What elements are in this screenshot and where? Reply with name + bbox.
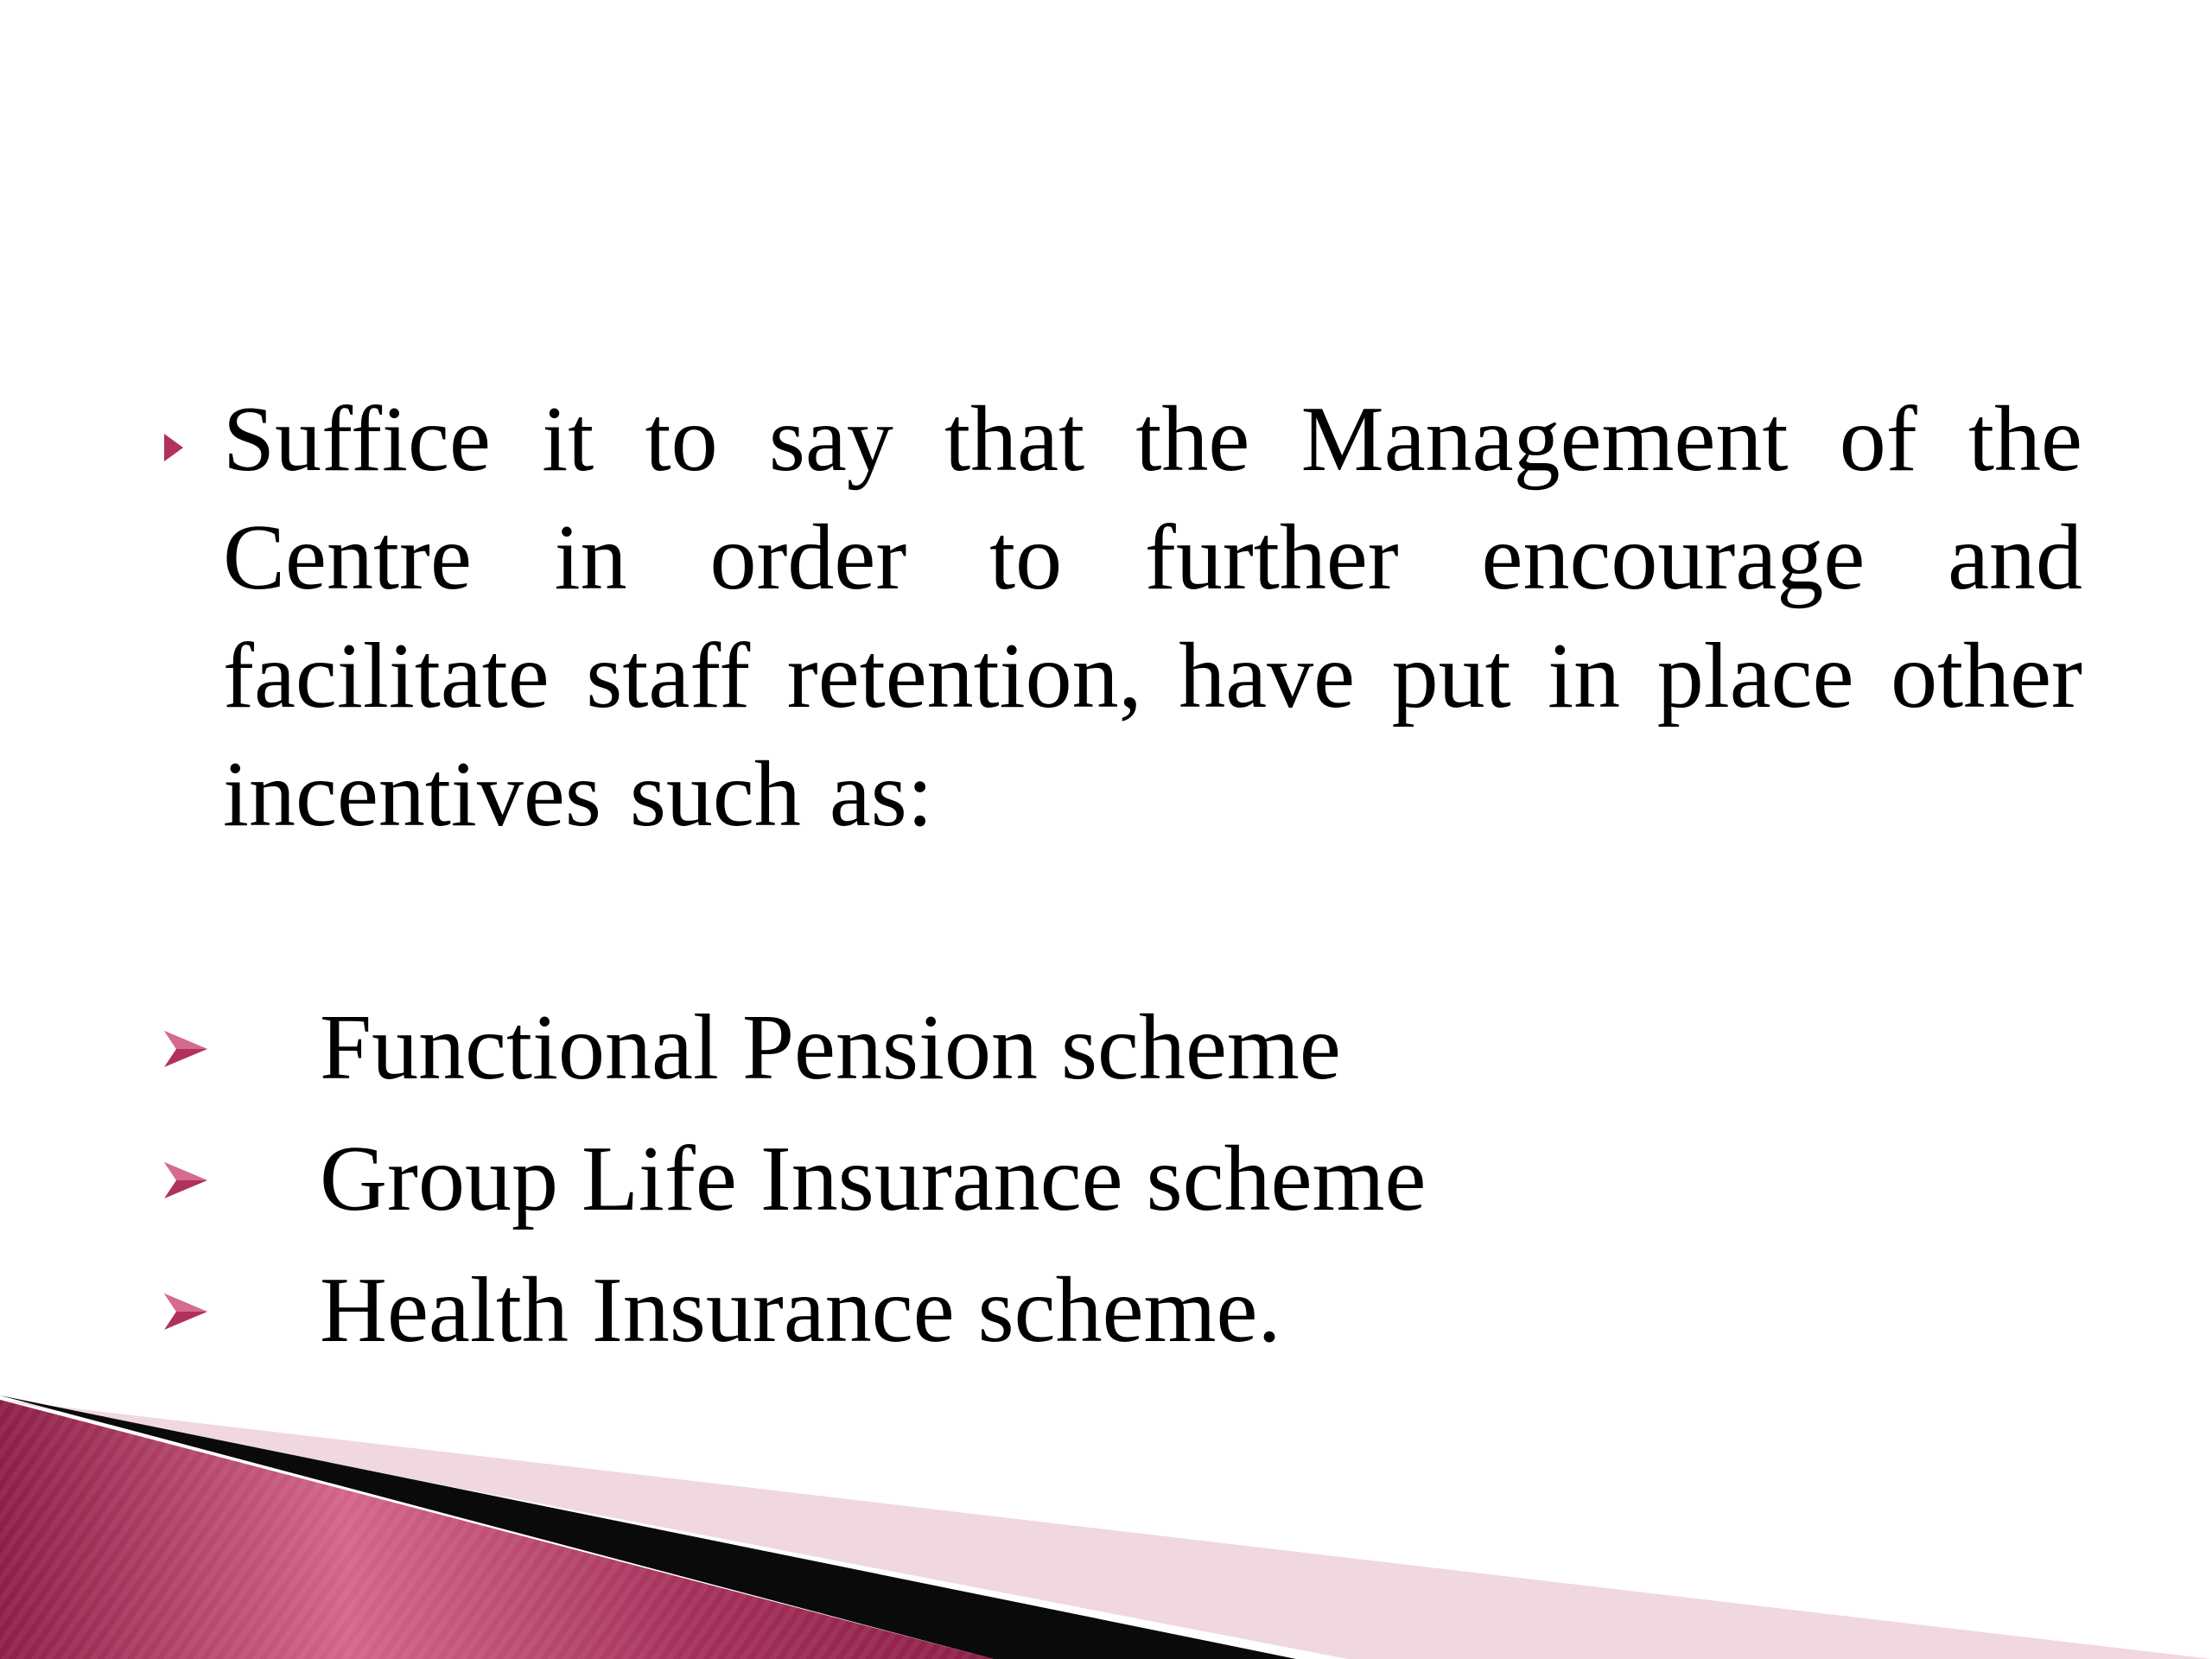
list-item-label: Group Life Insurance scheme <box>320 1128 1427 1230</box>
arrowhead-bullet-icon <box>164 1294 207 1330</box>
arrowhead-bullet-icon <box>164 1031 207 1067</box>
decorative-swoosh <box>0 1365 2212 1659</box>
list-item-label: Functional Pension scheme <box>320 996 1341 1099</box>
main-bullet-text: Suffice it to say that the Management of the Centre in order to further encourage and facilitate staff retention, have put in place other incentives such as: <box>223 388 2082 846</box>
triangle-bullet-icon <box>164 434 183 461</box>
main-bullet-point <box>164 380 2082 854</box>
list-item-label: Health Insurance scheme. <box>320 1259 1281 1362</box>
arrowhead-bullet-icon <box>164 1162 207 1198</box>
